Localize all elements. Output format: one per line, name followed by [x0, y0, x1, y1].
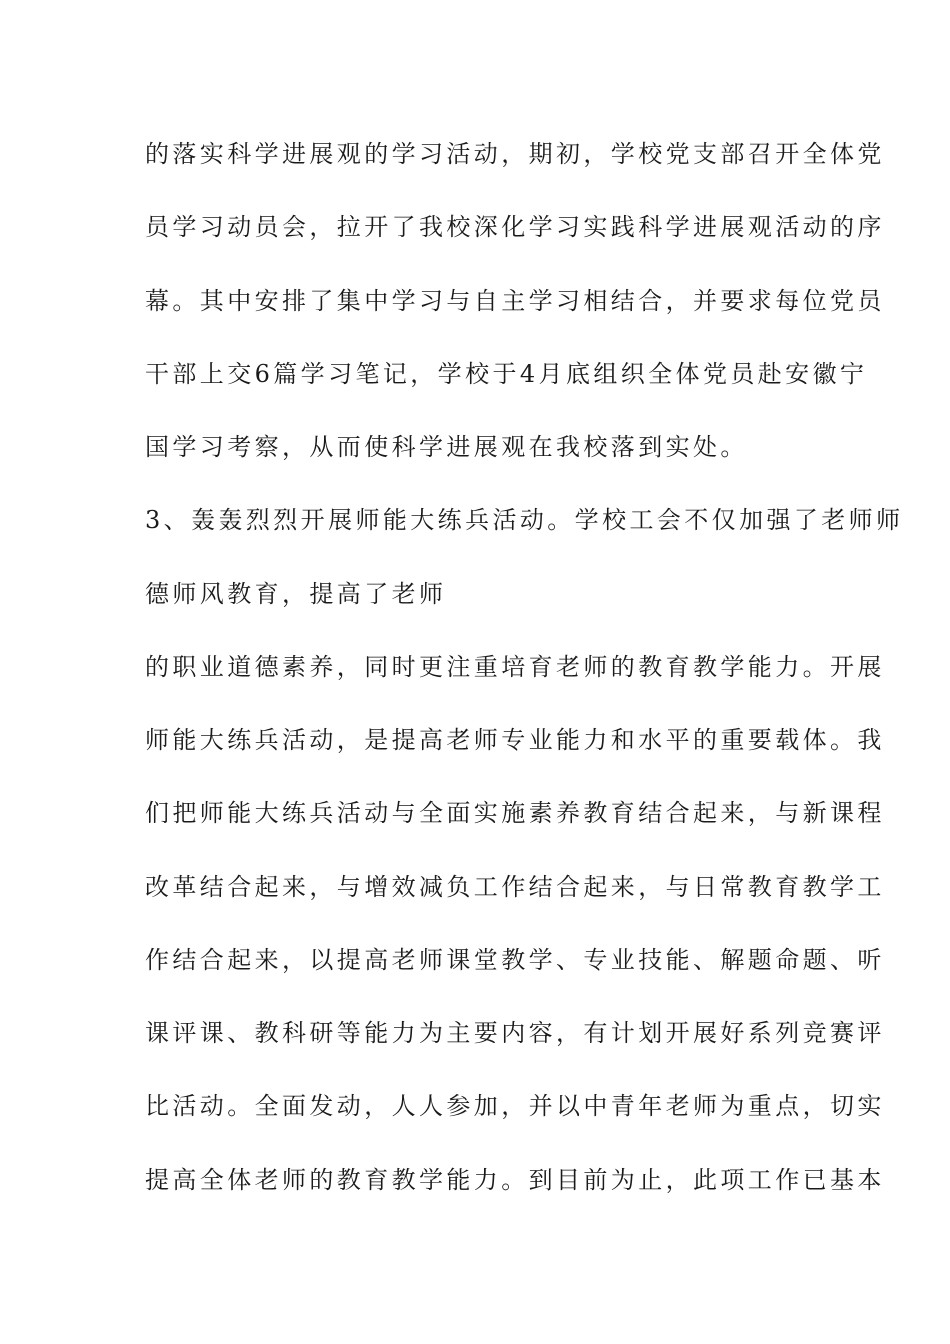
text-line: 作结合起来，以提高老师课堂教学、专业技能、解题命题、听	[145, 946, 885, 974]
text-line: 3、轰轰烈烈开展师能大练兵活动。学校工会不仅加强了老师师	[145, 506, 904, 534]
text-line: 幕。其中安排了集中学习与自主学习相结合，并要求每位党员	[145, 287, 885, 315]
text-line: 的落实科学进展观的学习活动，期初，学校党支部召开全体党	[145, 140, 885, 168]
text-line: 德师风教育，提高了老师	[145, 580, 447, 608]
text-line: 比活动。全面发动，人人参加，并以中青年老师为重点，切实	[145, 1092, 885, 1120]
text-line: 们把师能大练兵活动与全面实施素养教育结合起来，与新课程	[145, 799, 885, 827]
text-line: 员学习动员会，拉开了我校深化学习实践科学进展观活动的序	[145, 213, 885, 241]
text-line: 的职业道德素养，同时更注重培育老师的教育教学能力。开展	[145, 653, 885, 681]
text-line: 师能大练兵活动，是提高老师专业能力和水平的重要载体。我	[145, 726, 885, 754]
text-line: 干部上交6篇学习笔记，学校于4月底组织全体党员赴安徽宁	[145, 360, 868, 388]
text-line: 提高全体老师的教育教学能力。到目前为止，此项工作已基本	[145, 1166, 885, 1194]
text-line: 改革结合起来，与增效减负工作结合起来，与日常教育教学工	[145, 873, 885, 901]
text-line: 国学习考察，从而使科学进展观在我校落到实处。	[145, 433, 748, 461]
text-line: 课评课、教科研等能力为主要内容，有计划开展好系列竞赛评	[145, 1019, 885, 1047]
